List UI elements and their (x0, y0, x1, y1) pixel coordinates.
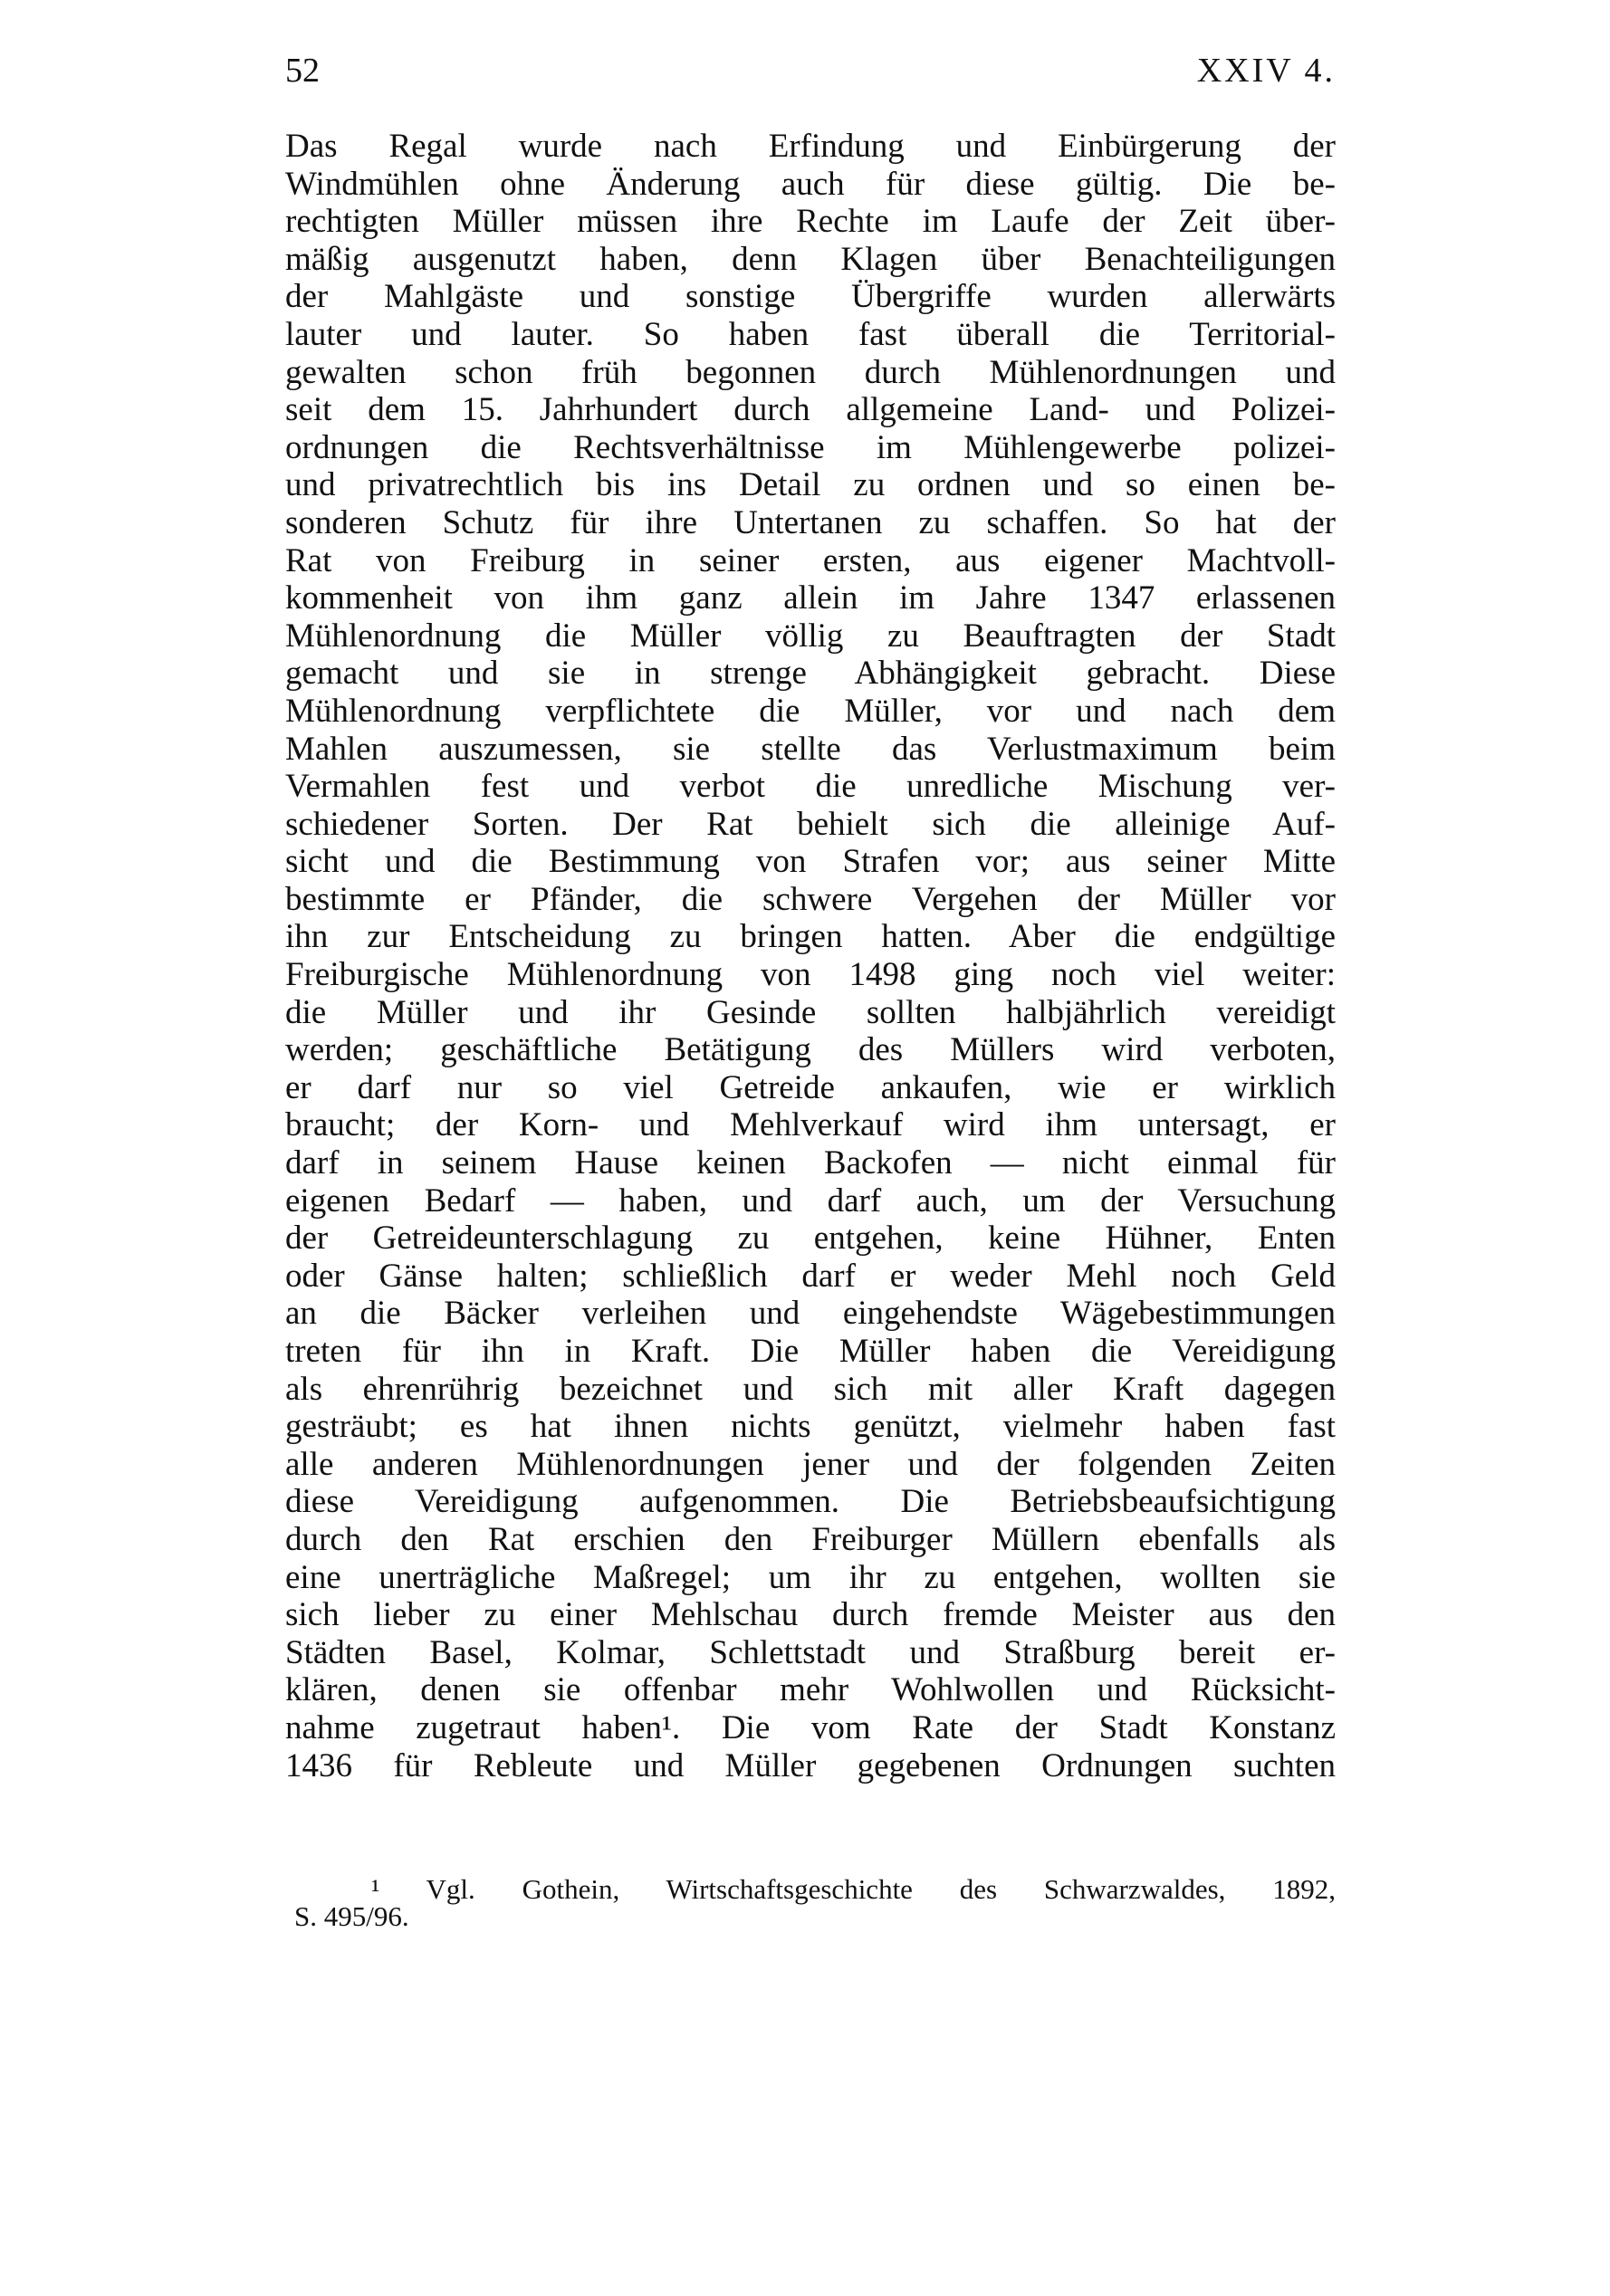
text-line: oder Gänse halten; schließlich darf er weder Mehl noch Geld (285, 1257, 1336, 1295)
text-line: ordnungen die Rechtsverhältnisse im Mühlengewerbe polizei- (285, 428, 1336, 466)
text-line: sicht und die Bestimmung von Strafen vor; aus seiner Mitte (285, 843, 1336, 881)
text-line: an die Bäcker verleihen und eingehendste Wägebestimmungen (285, 1295, 1336, 1333)
text-line: eine unerträgliche Maßregel; um ihr zu entgehen, wollten sie (285, 1558, 1336, 1596)
text-line: und privatrechtlich bis ins Detail zu ordnen und so einen be- (285, 466, 1336, 504)
text-line: als ehrenrührig bezeichnet und sich mit aller Kraft dagegen (285, 1370, 1336, 1408)
text-line: darf in seinem Hause keinen Backofen — nicht einmal für (285, 1144, 1336, 1182)
text-line: Mühlenordnung verpflichtete die Müller, vor und nach dem (285, 692, 1336, 730)
text-line: Freiburgische Mühlenordnung von 1498 ging noch viel weiter: (285, 956, 1336, 994)
text-line: lauter und lauter. So haben fast überall die Territorial- (285, 315, 1336, 353)
text-line: gemacht und sie in strenge Abhängigkeit gebracht. Diese (285, 655, 1336, 693)
page-number: 52 (285, 52, 320, 90)
footnote-line: S. 495/96. (294, 1900, 409, 1932)
text-line: treten für ihn in Kraft. Die Müller haben die Vereidigung (285, 1333, 1336, 1370)
running-header (285, 51, 1336, 91)
text-line: ihn zur Entscheidung zu bringen hatten. Aber die endgültige (285, 918, 1336, 956)
section-marker: XXIV 4. (1196, 52, 1336, 90)
text-line: Rat von Freiburg in seiner ersten, aus eigener Machtvoll- (285, 541, 1336, 579)
text-line: eigenen Bedarf — haben, und darf auch, um der Versuchung (285, 1181, 1336, 1220)
text-line: 1436 für Rebleute und Müller gegebenen Ordnungen suchten (285, 1746, 1336, 1784)
text-line: nahme zugetraut haben¹. Die vom Rate der Stadt Konstanz (285, 1708, 1336, 1746)
text-line: bestimmte er Pfänder, die schwere Vergehen der Müller vor (285, 880, 1336, 918)
text-line: der Getreideunterschlagung zu entgehen, keine Hühner, Enten (285, 1220, 1336, 1258)
text-line: die Müller und ihr Gesinde sollten halbjährlich vereidigt (285, 993, 1336, 1031)
body-text (285, 128, 1336, 1784)
text-line: sonderen Schutz für ihre Untertanen zu schaffen. So hat der (285, 503, 1336, 541)
footnote-line: ¹ Vgl. Gothein, Wirtschaftsgeschichte des Schwarzwaldes, 1892, (371, 1873, 1336, 1905)
text-line: schiedener Sorten. Der Rat behielt sich die alleinige Auf- (285, 805, 1336, 843)
text-line: Mahlen auszumessen, sie stellte das Verlustmaximum beim (285, 730, 1336, 768)
text-line: der Mahlgäste und sonstige Übergriffe wurden allerwärts (285, 278, 1336, 316)
text-line: werden; geschäftliche Betätigung des Müllers wird verboten, (285, 1031, 1336, 1069)
footnotes (285, 1873, 1336, 1932)
text-line: Vermahlen fest und verbot die unredliche Mischung ver- (285, 768, 1336, 806)
text-line: durch den Rat erschien den Freiburger Müllern ebenfalls als (285, 1520, 1336, 1558)
text-line: Windmühlen ohne Änderung auch für diese gültig. Die be- (285, 165, 1336, 203)
text-line: alle anderen Mühlenordnungen jener und der folgenden Zeiten (285, 1445, 1336, 1483)
text-line: gewalten schon früh begonnen durch Mühlenordnungen und (285, 353, 1336, 391)
text-line: Mühlenordnung die Müller völlig zu Beauftragten der Stadt (285, 617, 1336, 655)
text-line: kommenheit von ihm ganz allein im Jahre 1347 erlassenen (285, 579, 1336, 617)
text-line: seit dem 15. Jahrhundert durch allgemeine Land- und Polizei- (285, 391, 1336, 429)
text-line: klären, denen sie offenbar mehr Wohlwollen und Rücksicht- (285, 1671, 1336, 1709)
text-line: gesträubt; es hat ihnen nichts genützt, vielmehr haben fast (285, 1408, 1336, 1446)
text-line: braucht; der Korn- und Mehlverkauf wird ihm untersagt, er (285, 1106, 1336, 1144)
text-line: rechtigten Müller müssen ihre Rechte im Laufe der Zeit über- (285, 203, 1336, 241)
text-line: sich lieber zu einer Mehlschau durch fremde Meister aus den (285, 1596, 1336, 1634)
text-line: diese Vereidigung aufgenommen. Die Betriebsbeaufsichtigung (285, 1483, 1336, 1521)
text-line: Städten Basel, Kolmar, Schlettstadt und Straßburg bereit er- (285, 1633, 1336, 1671)
text-line: mäßig ausgenutzt haben, denn Klagen über Benachteiligungen (285, 240, 1336, 278)
text-line: Das Regal wurde nach Erfindung und Einbürgerung der (285, 128, 1336, 165)
text-line: er darf nur so viel Getreide ankaufen, wie er wirklich (285, 1068, 1336, 1106)
